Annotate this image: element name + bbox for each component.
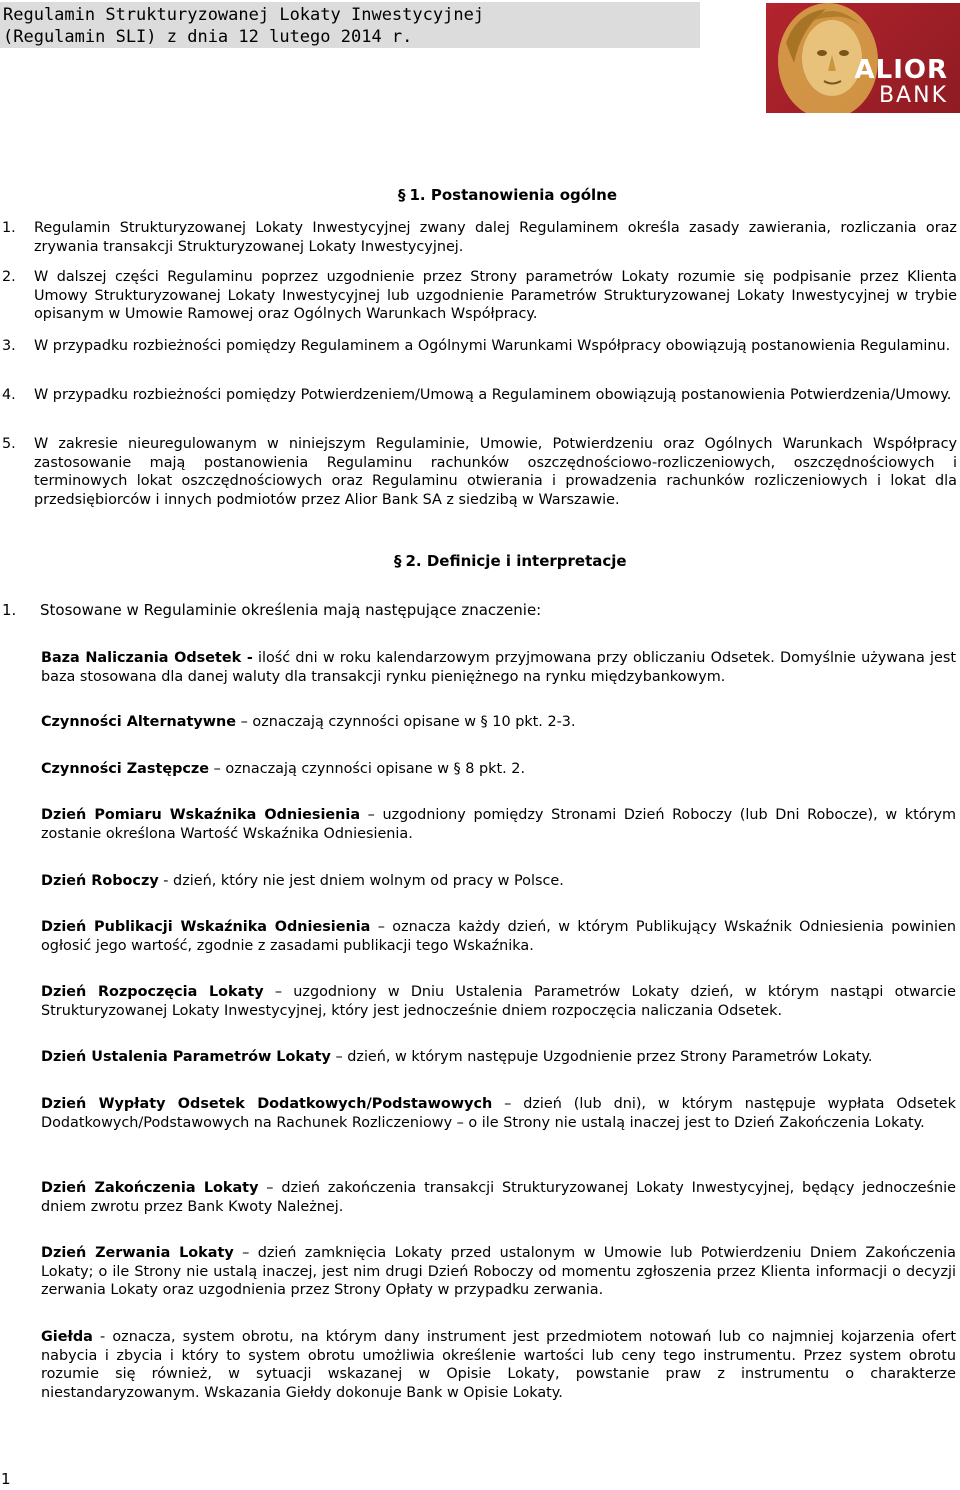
page-number: 1 — [1, 1470, 11, 1488]
document-title-line1: Regulamin Strukturyzowanej Lokaty Inwestycyjnej — [3, 5, 485, 25]
definition-item: Dzień Wypłaty Odsetek Dodatkowych/Podstawowych – dzień (lub dni), w którym następuje wypłata Odsetek Dodatkowych/Podstawowych na Rachunek Rozliczeniowy – o ile Strony nie ustalą inaczej jest to Dzień Zakończenia Lokaty. — [41, 1096, 956, 1131]
document-title — [0, 2, 700, 48]
definition-term: Dzień Publikacji Wskaźnika Odniesienia — [41, 919, 371, 935]
definition-item: Giełda - oznacza, system obrotu, na którym dany instrument jest przedmiotem notowań lub co najmniej kojarzenia ofert nabycia i zbycia i który to system obrotu umożliwia określenie wartości lub ceny tego instrumentu. Przez system obrotu rozumie się również, w sytuacji wskazanej w Opisie Lokaty, powstanie praw z instrumentu o charakterze niestandaryzowanym. Wskazania Giełdy dokonuje Bank w Opisie Lokaty. — [41, 1329, 956, 1401]
section-2-heading: § 2. Definicje i interpretacje — [394, 552, 627, 570]
definition-term: Dzień Zakończenia Lokaty — [41, 1180, 259, 1196]
paragraph-sign-icon: § — [398, 186, 406, 204]
section-1-item: 4. W przypadku rozbieżności pomiędzy Potwierdzeniem/Umową a Regulaminem obowiązują postanowienia Potwierdzenia/Umowy. — [2, 387, 952, 403]
section-1-item: 2. W dalszej części Regulaminu poprzez uzgodnienie przez Strony parametrów Lokaty rozumie się podpisanie przez Klienta Umowy Strukturyzowanej Lokaty Inwestycyjnej lub uzgodnienie Parametrów Strukturyzowanej Lokaty Inwestycyjnej w trybie opisanym w Umowie Ramowej oraz Ogólnych Warunkach Współpracy. — [2, 269, 957, 323]
definition-item: Czynności Zastępcze – oznaczają czynności opisane w § 8 pkt. 2. — [41, 761, 526, 777]
definition-term: Baza Naliczania Odsetek - — [41, 650, 253, 666]
definition-item: Baza Naliczania Odsetek - ilość dni w roku kalendarzowym przyjmowana przy obliczaniu Odsetek. Domyślnie używana jest baza stosowana dla danej waluty dla transakcji rynku pieniężnego na rynku międzybankowym. — [41, 650, 956, 685]
document-title-line2: (Regulamin SLI) z dnia 12 lutego 2014 r. — [3, 27, 413, 47]
definition-term: Dzień Rozpoczęcia Lokaty — [41, 984, 264, 1000]
section-2-intro: 1. Stosowane w Regulaminie określenia mają następujące znaczenie: — [2, 601, 542, 619]
logo-text-bank: BANK — [878, 83, 948, 108]
definition-item: Dzień Publikacji Wskaźnika Odniesienia – oznacza każdy dzień, w którym Publikujący Wskaźnik Odniesienia powinien ogłosić jego wartość, zgodnie z zasadami publikacji tego Wskaźnika. — [41, 919, 956, 954]
logo-text-alior: ALIOR — [854, 55, 948, 85]
section-1-item: 3. W przypadku rozbieżności pomiędzy Regulaminem a Ogólnymi Warunkami Współpracy obowiązują postanowienia Regulaminu. — [2, 338, 951, 354]
definition-item: Dzień Ustalenia Parametrów Lokaty – dzień, w którym następuje Uzgodnienie przez Strony Parametrów Lokaty. — [41, 1049, 873, 1065]
section-1-item: 1. Regulamin Strukturyzowanej Lokaty Inwestycyjnej zwany dalej Regulaminem określa zasady zawierania, rozliczania oraz zrywania transakcji Strukturyzowanej Lokaty Inwestycyjnej. — [2, 220, 957, 255]
definition-term: Czynności Zastępcze — [41, 761, 210, 777]
alior-bank-logo — [766, 3, 960, 113]
definition-item: Dzień Rozpoczęcia Lokaty – uzgodniony w Dniu Ustalenia Parametrów Lokaty dzień, w którym nastąpi otwarcie Strukturyzowanej Lokaty Inwestycyjnej, który jest jednocześnie dniem rozpoczęcia naliczania Odsetek. — [41, 984, 956, 1019]
definition-term: Dzień Zerwania Lokaty — [41, 1245, 234, 1261]
definition-item: Dzień Roboczy - dzień, który nie jest dniem wolnym od pracy w Polsce. — [41, 873, 564, 889]
definition-term: Czynności Alternatywne — [41, 714, 237, 730]
section-1-item: 5. W zakresie nieuregulowanym w niniejszym Regulaminie, Umowie, Potwierdzeniu oraz Ogólnych Warunkach Współpracy zastosowanie mają postanowienia Regulaminu rachunków oszczędnościowo-rozliczeniowych, oszczędnościowych i terminowych lokat oszczędnościowych oraz Regulaminu otwierania i prowadzenia rachunków rozliczeniowych i lokat dla przedsiębiorców i innych podmiotów przez Alior Bank SA z siedzibą w Warszawie. — [2, 436, 957, 508]
definition-term: Dzień Wypłaty Odsetek Dodatkowych/Podstawowych — [41, 1096, 493, 1112]
section-1-heading: § 1. Postanowienia ogólne — [398, 186, 618, 204]
definition-term: Dzień Ustalenia Parametrów Lokaty — [41, 1049, 331, 1065]
definition-item: Dzień Pomiaru Wskaźnika Odniesienia – uzgodniony pomiędzy Stronami Dzień Roboczy (lub Dni Robocze), w którym zostanie określona Wartość Wskaźnika Odniesienia. — [41, 807, 956, 842]
definition-item: Czynności Alternatywne – oznaczają czynności opisane w § 10 pkt. 2-3. — [41, 714, 576, 730]
definition-item: Dzień Zerwania Lokaty – dzień zamknięcia Lokaty przed ustalonym w Umowie lub Potwierdzeniu Dniem Zakończenia Lokaty; o ile Strony nie ustalą inaczej, jest nim drugi Dzień Roboczy od momentu zgłoszenia przez Klienta informacji o decyzji zerwania Lokaty oraz uzgodnienia przez Strony Opłaty w przypadku zerwania. — [41, 1245, 957, 1299]
definition-item: Dzień Zakończenia Lokaty – dzień zakończenia transakcji Strukturyzowanej Lokaty Inwestycyjnej, będący jednocześnie dniem zwrotu przez Bank Kwoty Należnej. — [41, 1180, 956, 1215]
definition-term: Dzień Roboczy — [41, 873, 159, 889]
definition-term: Giełda — [41, 1329, 93, 1345]
paragraph-sign-icon: § — [394, 552, 402, 570]
definition-term: Dzień Pomiaru Wskaźnika Odniesienia — [41, 807, 361, 823]
